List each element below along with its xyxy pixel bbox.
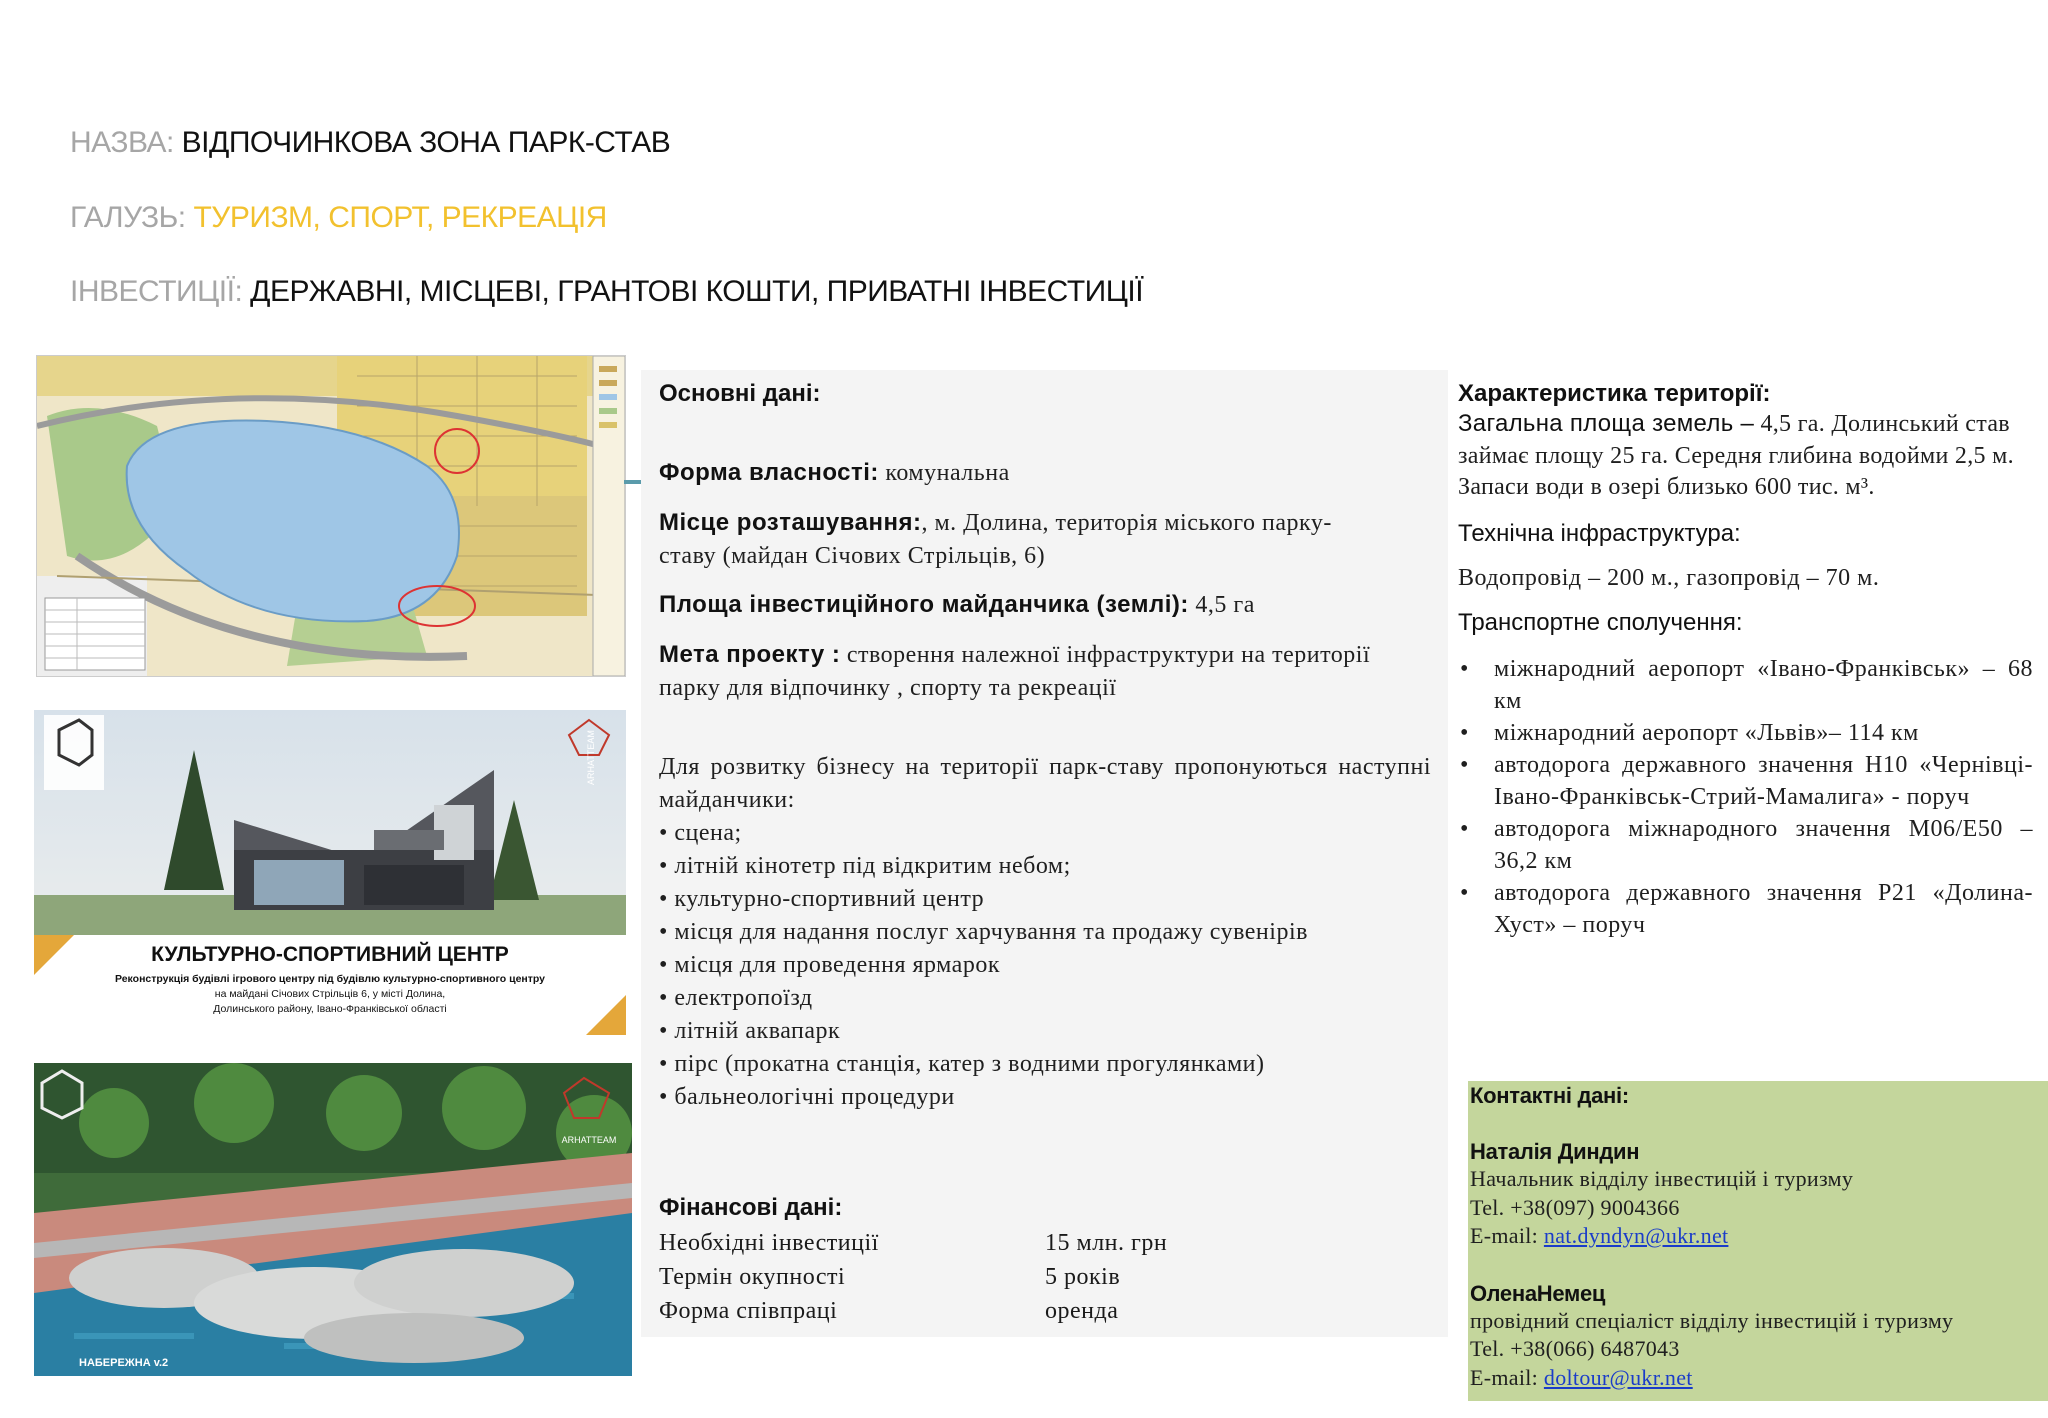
contact1-name: Наталія Диндин <box>1470 1139 1640 1164</box>
territory-area <box>1458 408 2033 504</box>
site-item: • культурно-спортивний центр <box>659 886 985 912</box>
finance-key: Форма співпраці <box>659 1298 838 1324</box>
sites-intro: Для розвитку бізнесу на території парк-ставу пропонуються наступні майданчики: <box>659 754 1431 813</box>
ownership-label: Форма власності: <box>659 459 879 486</box>
finance-heading: Фінансові дані: <box>659 1194 843 1221</box>
ownership-value: комунальна <box>878 460 1010 486</box>
render1-line2: на майдані Січових Стрільців 6, у місті Долина, <box>214 988 446 1000</box>
site-item: • місця для проведення ярмарок <box>659 952 1000 978</box>
contact2-email-link[interactable]: doltour@ukr.net <box>1543 1364 1693 1390</box>
contact1-role: Начальник відділу інвестицій і туризму <box>1470 1166 1854 1191</box>
location-value: , м. Долина, територія міського парку-ставу (майдан Січових Стрільців, 6) <box>659 510 1332 569</box>
area-value: 4,5 га <box>1188 592 1255 618</box>
territory-area-text: 4,5 га. Долинський став займає площу 25 га. Середня глибина водойми 2,5 м. Запаси води в озері близько 600 тис. м³. <box>1458 411 2014 500</box>
investment-label: ІНВЕСТИЦІЇ: <box>70 275 243 308</box>
goal-label: Мета проекту : <box>659 641 841 668</box>
contact1-tel: Tel. +38(097) 9004366 <box>1470 1194 1680 1220</box>
site-item: • бальнеологічні процедури <box>659 1084 955 1110</box>
transport-item: • міжнародний аеропорт «Львів»– 114 км <box>1458 717 2033 749</box>
finance-value: оренда <box>1045 1298 1119 1324</box>
goal-value: створення належної інфраструктури на території парку для відпочинку , спорту та рекреації <box>659 642 1371 701</box>
site-item: • місця для надання послуг харчування та продажу сувенірів <box>659 919 1308 945</box>
finance-row <box>659 1226 1167 1260</box>
contacts-heading: Контактні дані: <box>1470 1083 1629 1108</box>
contact2-email-label: E-mail: <box>1470 1364 1544 1390</box>
contact1-email-link[interactable]: nat.dyndyn@ukr.net <box>1543 1223 1729 1248</box>
contact2-name: ОленаНемец <box>1470 1280 1606 1306</box>
render1-line3: Долинського району, Івано-Франківської області <box>213 1003 447 1015</box>
project-name-line <box>70 126 670 160</box>
render1-title: КУЛЬТУРНО-СПОРТИВНИЙ ЦЕНТР <box>151 943 509 966</box>
ownership-row <box>659 456 1010 490</box>
area-row <box>659 588 1255 622</box>
transport-item: • міжнародний аеропорт «Івано-Франківськ» – 68 км <box>1458 653 2033 717</box>
finance-row <box>659 1294 1167 1328</box>
render2-caption: НАБЕРЕЖНА v.2 <box>79 1357 169 1369</box>
finance-key: Термін окупності <box>659 1264 846 1290</box>
transport-item: • автодорога державного значення Н10 «Чернівці-Івано-Франківськ-Стрий-Мамалига» - поруч <box>1458 749 2033 813</box>
master-plan-map-image <box>36 355 626 677</box>
contact2-role: провідний спеціаліст відділу інвестицій і туризму <box>1470 1307 1954 1333</box>
render2-brand: ARHATTEAM <box>561 1135 617 1145</box>
name-value: ВІДПОЧИНКОВА ЗОНА ПАРК-СТАВ <box>181 126 671 159</box>
transport-item: • автодорога міжнародного значення М06/Е50 – 36,2 км <box>1458 813 2033 877</box>
render1-subtitle: Реконструкція будівлі ігрового центру під будівлю культурно-спортивного центру <box>114 973 546 985</box>
finance-value: 15 млн. грн <box>1045 1230 1168 1256</box>
render1-brand: ARHATTEAM <box>586 730 596 785</box>
cultural-center-render-image <box>34 710 626 1035</box>
goal-row <box>659 638 1379 705</box>
name-label: НАЗВА: <box>70 126 174 159</box>
site-item: • літній кінотетр під відкритим небом; <box>659 853 1071 879</box>
main-data-panel <box>641 370 1448 1337</box>
sites-list <box>659 817 1431 1114</box>
transport-heading: Транспортне сполучення: <box>1458 608 1743 636</box>
location-row <box>659 506 1359 573</box>
infra-text: Водопровід – 200 м., газопровід – 70 м. <box>1458 564 1880 591</box>
site-item: • сцена; <box>659 820 742 846</box>
territory-area-label: Загальна площа земель – <box>1458 410 1755 437</box>
territory-panel <box>1458 370 2033 941</box>
site-item: • електропоїзд <box>659 985 813 1011</box>
main-heading: Основні дані: <box>659 380 821 407</box>
site-item: • пірс (прокатна станція, катер з водними прогулянками) <box>659 1051 1265 1077</box>
contact1-email-label: E-mail: <box>1470 1223 1544 1248</box>
investment-value: ДЕРЖАВНІ, МІСЦЕВІ, ГРАНТОВІ КОШТИ, ПРИВАТНІ ІНВЕСТИЦІЇ <box>250 275 1144 308</box>
contact1-email-row <box>1470 1222 2040 1251</box>
contacts-panel <box>1468 1081 2048 1401</box>
finance-row <box>659 1260 1167 1294</box>
finance-key: Необхідні інвестиції <box>659 1230 879 1256</box>
contact2-email-row <box>1470 1364 2040 1393</box>
investment-line <box>70 275 1143 309</box>
contact2-tel: Tel. +38(066) 6487043 <box>1470 1336 1680 1361</box>
embankment-render-image <box>34 1063 632 1376</box>
infra-heading: Технічна інфраструктура: <box>1458 519 1741 547</box>
site-item: • літній аквапарк <box>659 1018 841 1044</box>
location-label: Місце розташування: <box>659 509 922 536</box>
finance-value: 5 років <box>1045 1264 1121 1290</box>
area-label: Площа інвестиційного майданчика (землі): <box>659 591 1189 618</box>
transport-list <box>1458 653 2033 941</box>
industry-value: ТУРИЗМ, СПОРТ, РЕКРЕАЦІЯ <box>193 201 607 234</box>
transport-item: • автодорога державного значення Р21 «Долина-Хуст» – поруч <box>1458 877 2033 941</box>
industry-label: ГАЛУЗЬ: <box>70 201 186 234</box>
territory-heading: Характеристика території: <box>1458 380 1771 407</box>
industry-line <box>70 201 607 235</box>
finance-table <box>659 1226 1167 1328</box>
